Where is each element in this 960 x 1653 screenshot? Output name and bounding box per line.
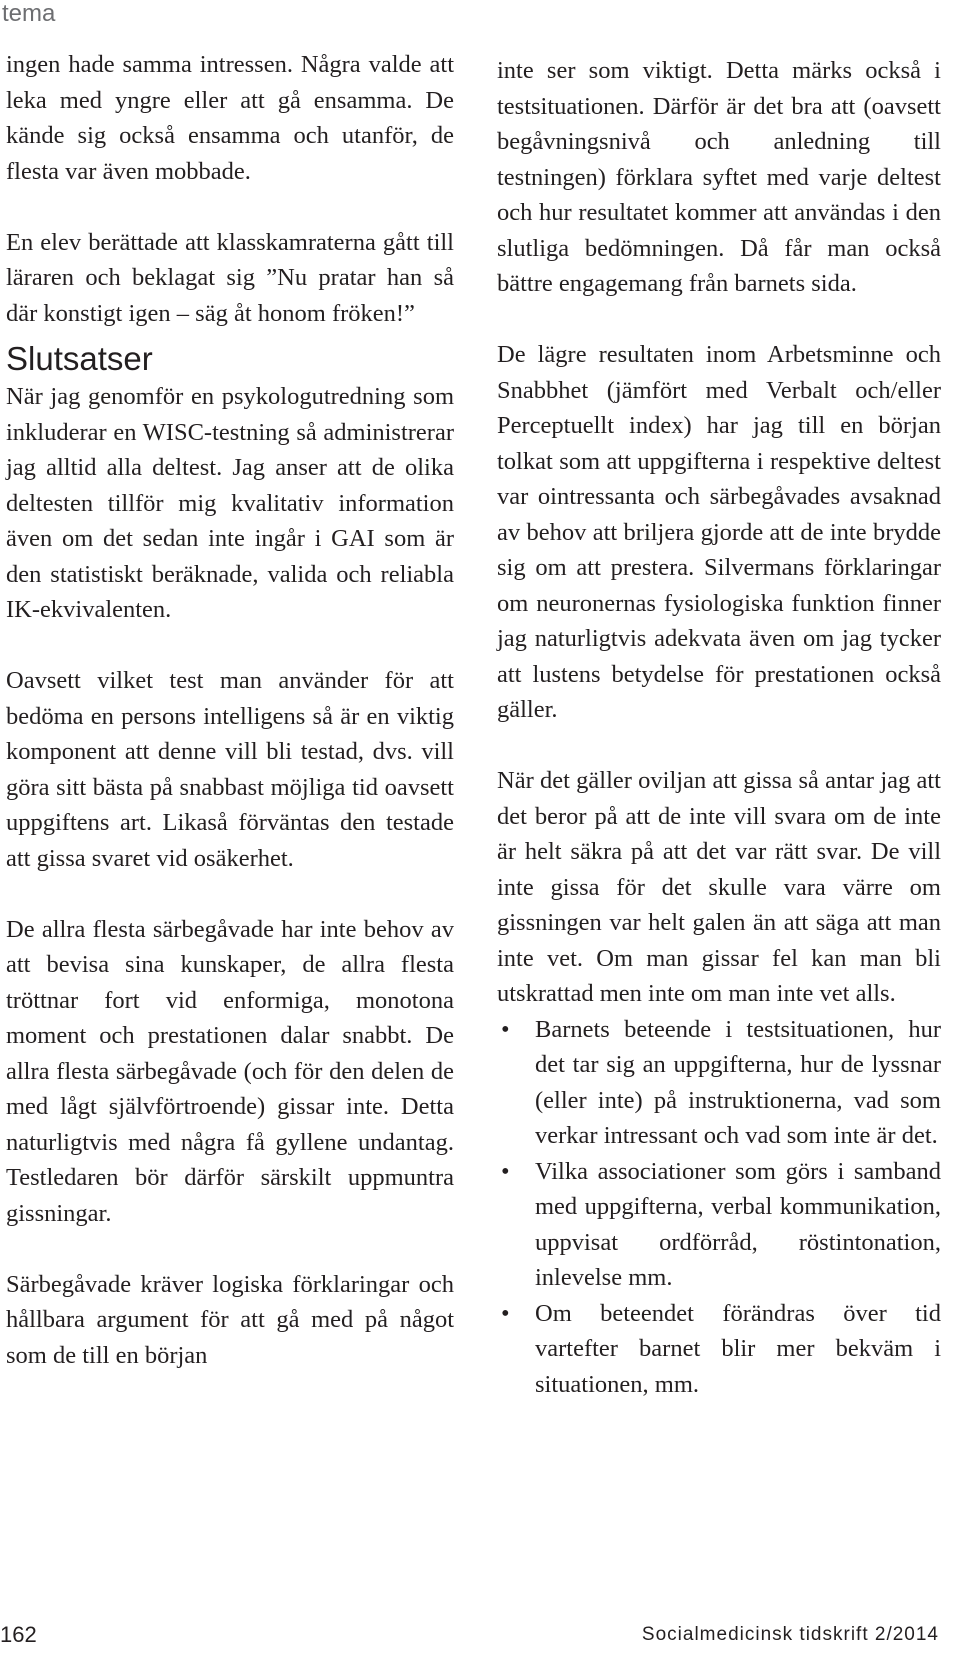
paragraph: De lägre resultaten inom Arbetsminne och Snabbhet (jämfört med Verbalt och/eller Perceptuellt index) har jag till en början tolkat som att uppgifterna i respektive deltest var ointressanta och särbegåvades avsaknad av behov att briljera gjorde att de inte brydde sig om att prestera. Silvermans förklaringar om neuronernas fysiologiska funktion finner jag naturligtvis adekvata även om jag tycker att lustens betydelse för prestationen också gäller. <box>497 341 941 723</box>
section-heading: Slutsatser <box>6 340 153 377</box>
list-item-text: Om beteendet förändras över tid vartefter barnet blir mer bekväm i situationen, mm. <box>535 1299 941 1398</box>
paragraph: Särbegåvade kräver logiska förklaringar och hållbara argument för att gå med på något som de till en början <box>6 1270 454 1369</box>
paragraph: De allra flesta särbegåvade har inte behov av att bevisa sina kunskaper, de allra flesta tröttnar fort vid enformiga, monotona moment och prestationen dalar snabbt. De allra flesta särbegåvade (och för den delen de med lågt självförtroende) gissar inte. Detta naturligtvis med några få gyllene undantag. Testledaren bör därför särskilt uppmuntra gissningar. <box>6 915 454 1227</box>
paragraph: När jag genomför en psykologutredning som inkluderar en WISC-testning så administrerar jag alltid alla deltest. Jag anser att de olika deltesten tillför mig kvalitativ information även om det sedan inte ingår i GAI som är den statistiskt beräknade, valida och reliabla IK-ekvivalenten. <box>6 383 454 623</box>
bullet-icon: • <box>501 1157 510 1185</box>
paragraph: ingen hade samma intressen. Några valde att leka med yngre eller att gå ensamma. De kände sig också ensamma och utanför, de flesta var även mobbade. <box>6 51 454 185</box>
bullet-icon: • <box>501 1299 510 1327</box>
list-item <box>497 1012 941 1154</box>
paragraph: Oavsett vilket test man använder för att bedöma en persons intelligens så är en viktig komponent att denne vill bli testad, dvs. vill göra sitt bästa på snabbast möjliga tid oavsett uppgiftens art. Likaså förväntas den testade att gissa svaret vid osäkerhet. <box>6 667 454 872</box>
paragraph: När det gäller oviljan att gissa så antar jag att det beror på att de inte vill svara om de inte är helt säkra på att det var rätt svar. De vill inte gissa för det skulle vara värre om gissningen var helt galen än att säga att man inte vet. Om man gissar fel kan man bli utskrattad men inte om man inte vet alls. <box>497 767 941 1007</box>
bullet-icon: • <box>501 1015 510 1043</box>
list-item <box>497 1296 941 1403</box>
right-column <box>497 53 941 1402</box>
paragraph: En elev berättade att klasskamraterna gått till läraren och beklagat sig ”Nu pratar han så där konstigt igen – säg åt honom fröken!” <box>6 228 454 327</box>
paragraph: inte ser som viktigt. Detta märks också i testsituationen. Därför är det bra att (oavsett begåvningsnivå och anledning till testningen) förklara syftet med varje deltest och hur resultatet kommer att användas i den slutliga bedömningen. Då får man också bättre engagemang från barnets sida. <box>497 57 941 297</box>
list-item-text: Barnets beteende i testsituationen, hur det tar sig an uppgifterna, hur de lyssnar (eller inte) på instruktionerna, vad som verkar intressant och vad som inte är det. <box>535 1015 941 1149</box>
journal-title: Socialmedicinsk tidskrift 2/2014 <box>641 1624 939 1645</box>
section-label: tema <box>2 0 56 27</box>
list-item-text: Vilka associationer som görs i samband med uppgifterna, verbal kommunikation, uppvisat ordförråd, röstintonation, inlevelse mm. <box>535 1157 941 1291</box>
bullet-list <box>497 1012 941 1403</box>
page-number: 162 <box>0 1622 37 1647</box>
list-item <box>497 1154 941 1296</box>
left-column <box>6 47 454 1373</box>
